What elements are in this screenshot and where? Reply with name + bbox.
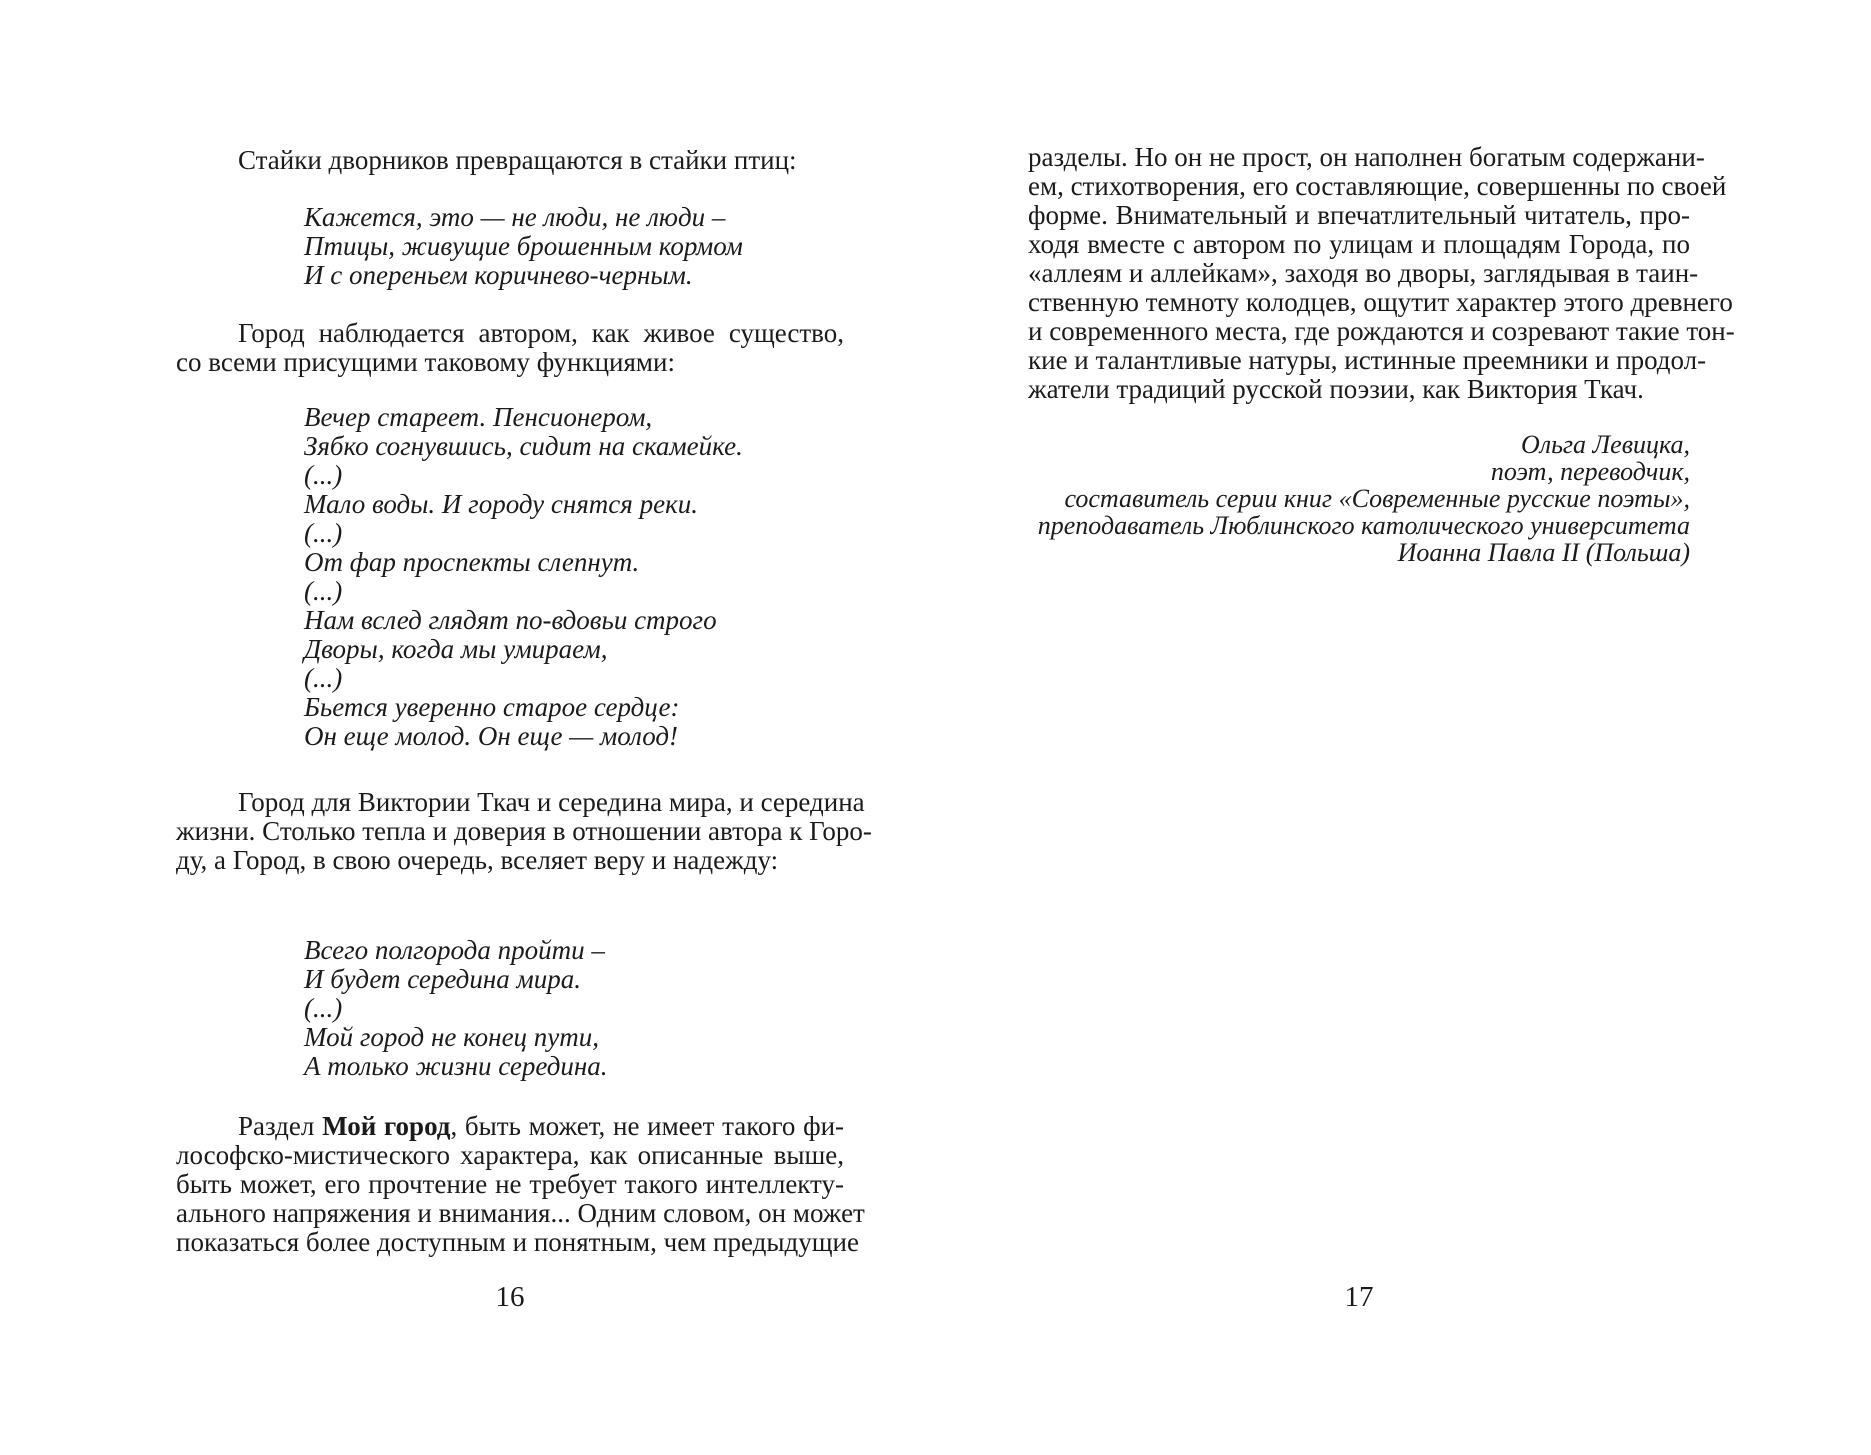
text-line: Мой город не конец пути, xyxy=(304,1022,600,1052)
text-line: И с опереньем коричнево-черным. xyxy=(304,260,693,290)
text-line: (...) xyxy=(304,663,343,693)
text-line: лософско-мистического характера, как описанные выше, xyxy=(176,1140,844,1170)
text-line: форме. Внимательный и впечатлительный читатель, про- xyxy=(1028,200,1690,230)
text-line: кие и талантливые натуры, истинные преемники и продол- xyxy=(1028,345,1707,375)
text-line: Мало воды. И городу снятся реки. xyxy=(304,489,698,519)
text-line: Бьется уверенно старое сердце: xyxy=(304,692,680,722)
paragraph xyxy=(1028,142,1735,404)
text-line: быть может, его прочтение не требует такого интеллекту- xyxy=(176,1169,844,1199)
text-line: Стайки дворников превращаются в стайки птиц: xyxy=(238,145,797,175)
text-line: (...) xyxy=(304,518,343,548)
text-line: Дворы, когда мы умираем, xyxy=(304,634,608,664)
page-number: 16 xyxy=(495,1281,525,1313)
text-line: Вечер стареет. Пенсионером, xyxy=(304,402,653,432)
text-line: жатели традиций русской поэзии, как Виктория Ткач. xyxy=(1028,374,1644,404)
text-line: ходя вместе с автором по улицам и площадям Города, по xyxy=(1028,229,1690,259)
text-line: разделы. Но он не прост, он наполнен богатым содержани- xyxy=(1028,142,1705,172)
text-line: (...) xyxy=(304,460,343,490)
text-line: Кажется, это — не люди, не люди – xyxy=(304,202,726,232)
text-line: Нам вслед глядят по-вдовьи строго xyxy=(304,605,717,635)
text-line: (...) xyxy=(304,576,343,606)
text-line: Город наблюдается автором, как живое существо, xyxy=(238,318,844,348)
text-line: ственную темноту колодцев, ощутит характер этого древнего xyxy=(1028,287,1733,317)
text-line: жизни. Столько тепла и доверия в отношении автора к Горо- xyxy=(176,816,872,846)
text-line: Иоанна Павла II (Польша) xyxy=(1397,538,1690,567)
text-line: И будет середина мира. xyxy=(304,964,581,994)
text-line: поэт, переводчик, xyxy=(1490,457,1690,486)
text-line: Город для Виктории Ткач и середина мира, и середина xyxy=(238,787,865,817)
text-line: ального напряжения и внимания... Одним словом, он может xyxy=(176,1198,865,1228)
paragraph xyxy=(176,787,872,875)
paragraph xyxy=(176,1111,865,1257)
page-16-text-column xyxy=(176,145,872,1257)
text-line: Ольга Левицка, xyxy=(1520,430,1690,459)
paragraph xyxy=(176,146,844,175)
poem-quote xyxy=(304,203,844,290)
text-line: Птицы, живущие брошенным кормом xyxy=(304,231,743,261)
text-line: А только жизни середина. xyxy=(304,1051,608,1081)
text-line: (...) xyxy=(304,993,343,1023)
page-17-text-column xyxy=(1028,142,1735,567)
text-line: «аллеям и аллейкам», заходя во дворы, заглядывая в таин- xyxy=(1028,258,1699,288)
text-line: Он еще молод. Он еще — молод! xyxy=(304,721,679,751)
text-line: Раздел Мой город, быть может, не имеет такого фи- xyxy=(238,1111,845,1141)
text-line: ем, стихотворения, его составляющие, совершенны по своей xyxy=(1028,171,1727,201)
text-line: и современного места, где рождаются и созревают такие тон- xyxy=(1028,316,1735,346)
text-line: Зябко согнувшись, сидит на скамейке. xyxy=(304,431,743,461)
signature-block xyxy=(1028,431,1690,566)
text-line: составитель серии книг «Современные русские поэты», xyxy=(1064,484,1690,513)
page-number: 17 xyxy=(1344,1281,1374,1313)
text-line: со всеми присущими таковому функциями: xyxy=(176,347,675,377)
text-line: Всего полгорода пройти – xyxy=(304,935,605,965)
poem-quote xyxy=(304,936,844,1081)
poem-quote xyxy=(304,403,844,751)
text-line: От фар проспекты слепнут. xyxy=(304,547,640,577)
text-line: преподаватель Люблинского католического университета xyxy=(1037,511,1690,540)
text-line: показаться более доступным и понятным, чем предыдущие xyxy=(176,1227,859,1257)
paragraph xyxy=(176,319,844,377)
text-line: ду, а Город, в свою очередь, вселяет веру и надежду: xyxy=(176,845,779,875)
